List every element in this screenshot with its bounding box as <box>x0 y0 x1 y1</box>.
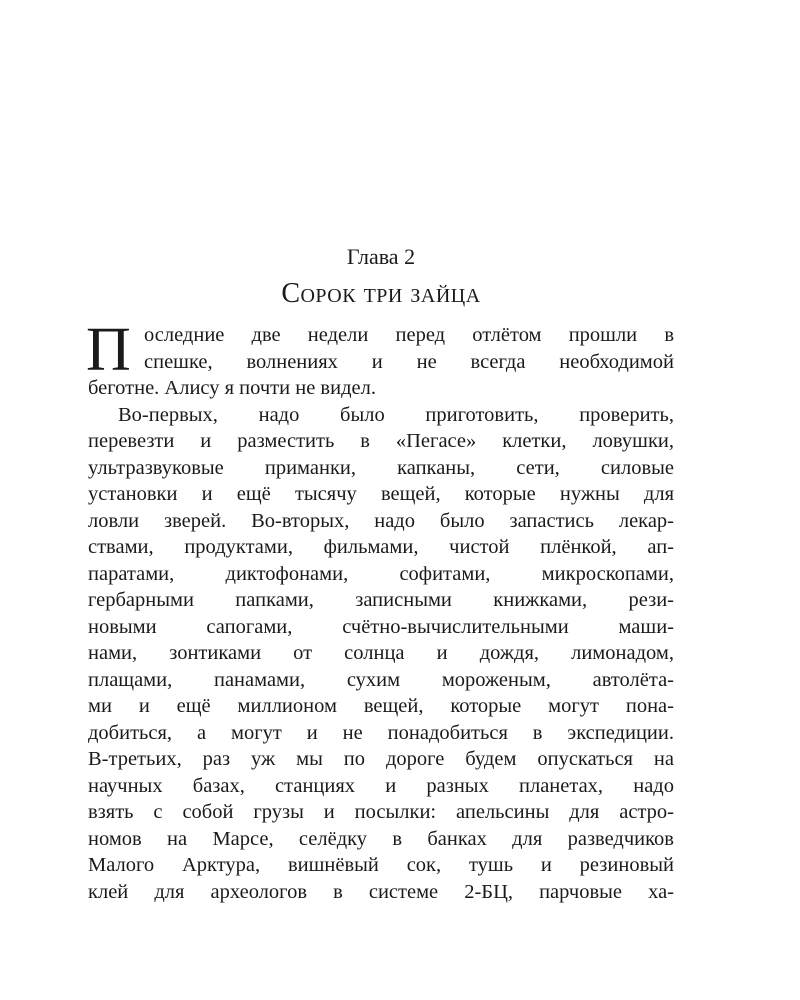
chapter-text <box>86 316 674 905</box>
text-line: Малого Арктура, вишнёвый сок, тушь и резиновый <box>88 854 674 876</box>
text-line: научных базах, станциях и разных планетах, надо <box>88 774 674 797</box>
text-line: оследние две недели перед отлётом прошли в <box>144 324 674 346</box>
text-line: гербарными папками, записными книжками, рези- <box>88 589 674 611</box>
text-line: Во-первых, надо было приготовить, проверить, <box>118 403 674 426</box>
text-line: нами, зонтиками от солнца и дождя, лимонадом, <box>88 642 674 664</box>
chapter-title: Сорок три зайца <box>281 278 481 309</box>
text-line: В-третьих, раз уж мы по дороге будем опускаться на <box>88 748 674 770</box>
text-line: ми и ещё миллионом вещей, которые могут пона- <box>88 695 674 717</box>
text-line: перевезти и разместить в «Пегасе» клетки, ловушки, <box>88 430 674 452</box>
text-line: взять с собой грузы и посылки: апельсины для астро- <box>88 801 674 823</box>
text-line: ловли зверей. Во-вторых, надо было запастись лекар- <box>88 509 674 532</box>
text-line: паратами, диктофонами, софитами, микроскопами, <box>88 562 674 585</box>
chapter-label: Глава 2 <box>346 244 416 269</box>
text-line: новыми сапогами, счётно-вычислительными маши- <box>88 615 674 638</box>
book-page <box>88 0 674 1000</box>
text-line: ствами, продуктами, фильмами, чистой плёнкой, ап- <box>88 536 674 558</box>
text-line: беготне. Алису я почти не видел. <box>88 377 376 399</box>
text-line: клей для археологов в системе 2-БЦ, парчовые ха- <box>88 880 674 903</box>
drop-cap: П <box>86 316 131 384</box>
text-line: номов на Марсе, селёдку в банках для разведчиков <box>88 827 674 850</box>
text-line: спешке, волнениях и не всегда необходимой <box>144 350 674 373</box>
text-line: установки и ещё тысячу вещей, которые нужны для <box>88 483 674 505</box>
text-line: плащами, панамами, сухим мороженым, автолёта- <box>88 668 674 691</box>
text-line: добиться, а могут и не понадобиться в экспедиции. <box>88 721 674 744</box>
text-line: ультразвуковые приманки, капканы, сети, силовые <box>88 456 674 479</box>
